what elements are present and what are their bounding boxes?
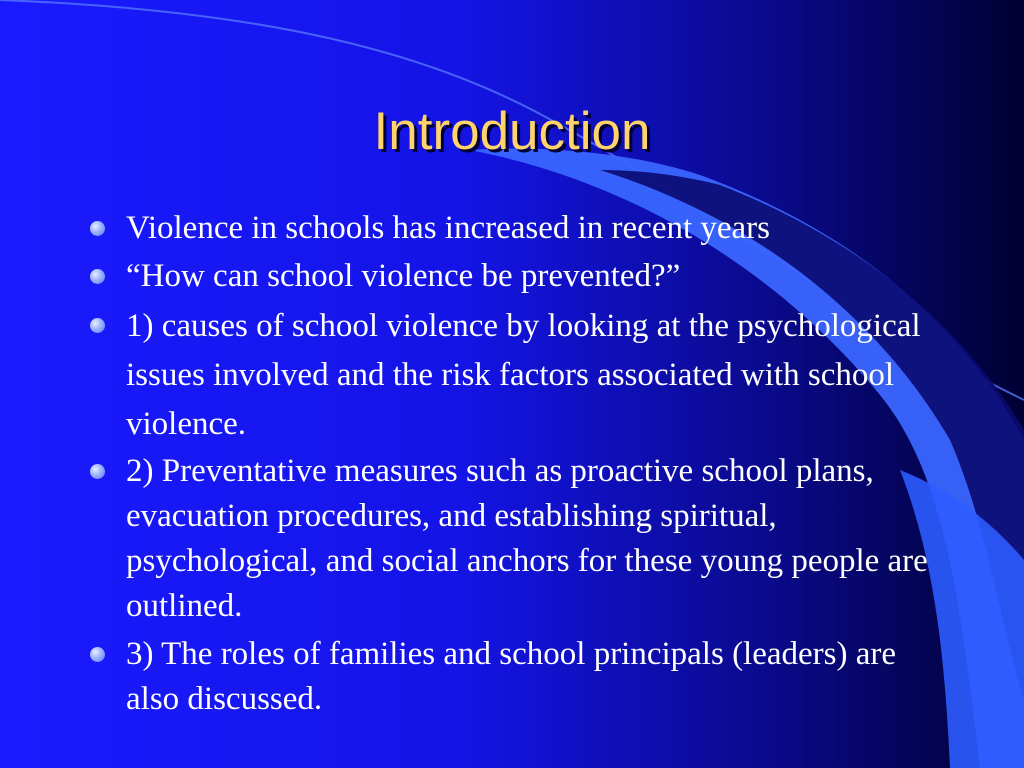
bullet-item xyxy=(88,302,938,449)
bullet-text: 1) causes of school violence by looking at the psychological issues involved and the risk factors associated with school violence. xyxy=(126,308,921,442)
bullet-list xyxy=(88,206,938,725)
round-bullet-icon xyxy=(90,269,105,284)
bullet-item xyxy=(88,254,938,299)
bullet-text: 3) The roles of families and school principals (leaders) are also discussed. xyxy=(126,636,897,717)
round-bullet-icon xyxy=(90,464,105,479)
bullet-item xyxy=(88,206,938,251)
bullet-text: “How can school violence be prevented?” xyxy=(126,258,681,294)
bullet-text: 2) Preventative measures such as proactive school plans, evacuation procedures, and establishing spiritual, psychological, and social anchors for these young people are outlined. xyxy=(126,453,928,624)
bullet-item xyxy=(88,632,938,722)
bullet-text: Violence in schools has increased in recent years xyxy=(126,210,771,246)
round-bullet-icon xyxy=(90,221,105,236)
round-bullet-icon xyxy=(90,647,105,662)
slide-title: Introduction xyxy=(373,102,651,161)
round-bullet-icon xyxy=(90,318,105,333)
bullet-item xyxy=(88,449,938,629)
